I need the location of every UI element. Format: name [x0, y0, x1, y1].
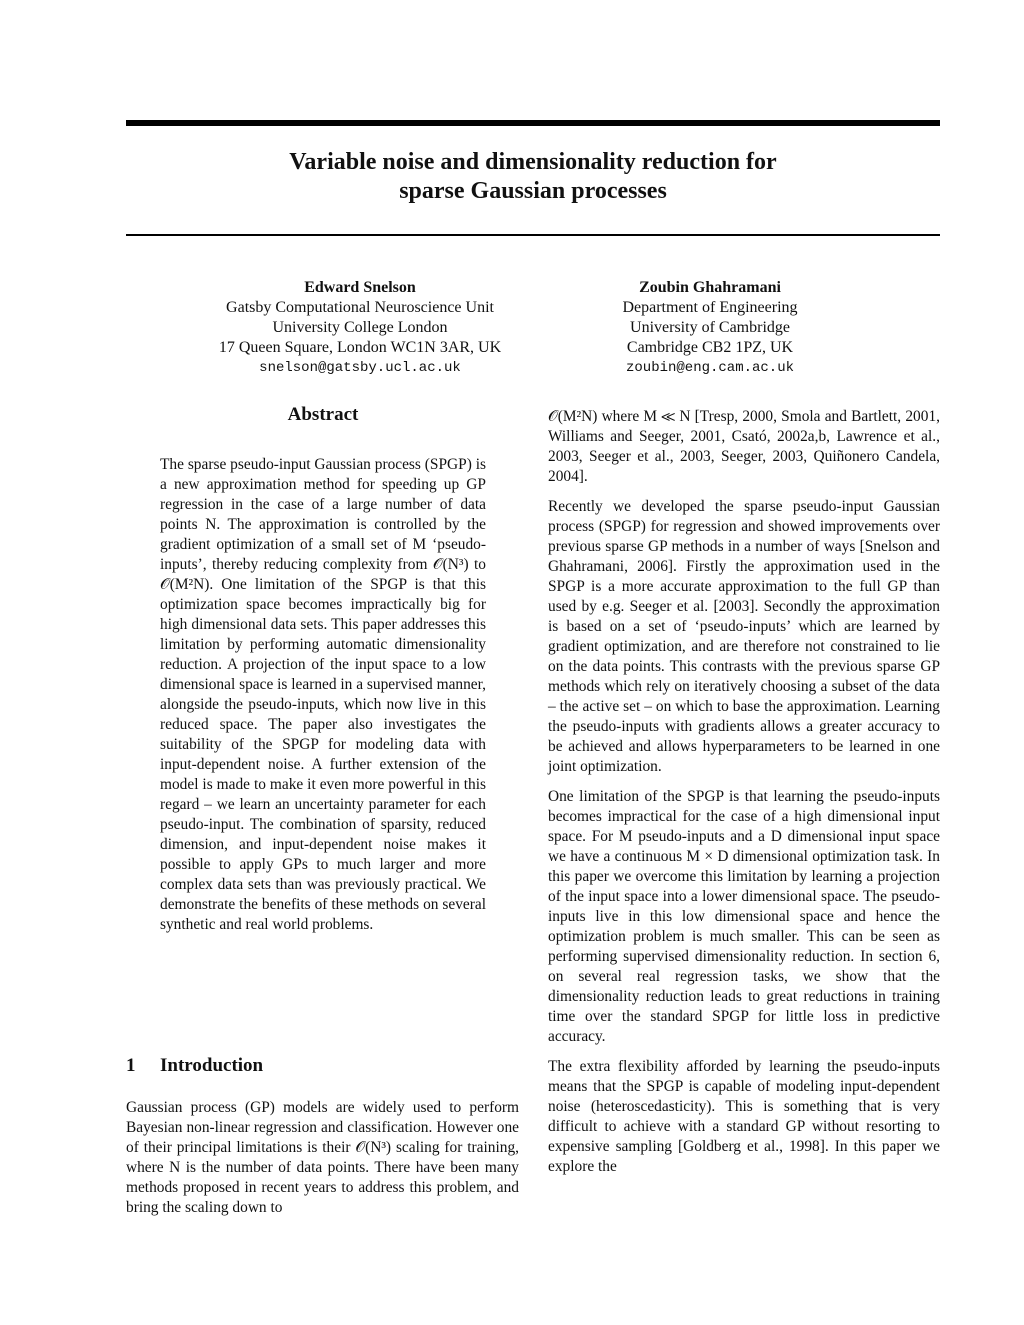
- title-rule: [126, 234, 940, 236]
- title-line-1: Variable noise and dimensionality reduction for: [289, 149, 777, 175]
- author-email: zoubin@eng.cam.ac.uk: [625, 360, 795, 376]
- paper-title: [126, 148, 940, 206]
- author-affiliation-line: Gatsby Computational Neuroscience Unit: [226, 299, 494, 316]
- body-paragraph: One limitation of the SPGP is that learning the pseudo-inputs becomes impractical for the case of a high dimensional input space. For M pseudo-inputs and a D dimensional input space we have a continuous M × D dimensional optimization task. In this paper we overcome this limitation by learning a projection of the input space into a lower dimensional space. The pseudo-inputs live in this low dimensional space and hence the optimization problem is much smaller. This can be seen as performing supervised dimensionality reduction. In section 6, on several real regression tasks, we show that the dimensionality reduction leads to great reductions in training time over the standard SPGP for little loss in predictive accuracy.: [548, 788, 940, 1045]
- author-affiliation-line: 17 Queen Square, London WC1N 3AR, UK: [218, 339, 502, 356]
- right-column: [548, 407, 940, 1187]
- body-paragraph: The extra flexibility afforded by learning the pseudo-inputs means that the SPGP is capable of modeling input-dependent noise (heteroscedasticity). This is something that is very difficult to achieve with a standard GP without resorting to expensive sampling [Goldberg et al., 1998]. In this paper we explore the: [548, 1058, 940, 1175]
- abstract-text: The sparse pseudo-input Gaussian process (SPGP) is a new approximation method for speeding up GP regression in the case of a large number of data points N. The approximation is controlled by the gradient optimization of a small set of M ‘pseudo-inputs’, thereby reducing complexity from 𝒪(N³) to 𝒪(M²N). One limitation of the SPGP is that this optimization space becomes impractically big for high dimensional data sets. This paper addresses this limitation by performing automatic dimensionality reduction. A projection of the input space to a low dimensional space is learned in a supervised manner, alongside the pseudo-inputs, which now live in this reduced space. The paper also investigates the suitability of the SPGP for modeling data with input-dependent noise. A further extension of the model is made to make it even more powerful in this regard – we learn an uncertainty parameter for each pseudo-input. The combination of sparsity, reduced dimension, and input-dependent noise makes it possible to apply GPs to much larger and more complex data sets than was previously practical. We demonstrate the benefits of these methods on several synthetic and real world problems.: [160, 456, 486, 933]
- body-paragraph: 𝒪(M²N) where M ≪ N [Tresp, 2000, Smola and Bartlett, 2001, Williams and Seeger, 2001, Csató, 2002a,b, Lawrence et al., 2003, Seeger et al., 2003, Seeger, 2003, Quiñonero Candela, 2004].: [548, 408, 940, 485]
- author-affiliation-line: University College London: [272, 319, 448, 336]
- section-number: 1: [126, 1055, 136, 1076]
- author-block-2: [500, 278, 920, 378]
- intro-paragraph-left: Gaussian process (GP) models are widely used to perform Bayesian non-linear regression and classification. However one of their principal limitations is their 𝒪(N³) scaling for training, where N is the number of data points. There have been many methods proposed in recent years to address this problem, and bring the scaling down to: [126, 1099, 519, 1216]
- author-affiliation-line: Department of Engineering: [622, 299, 798, 316]
- author-affiliation-line: University of Cambridge: [630, 319, 790, 336]
- author-name: Zoubin Ghahramani: [639, 279, 781, 296]
- section-heading: [126, 1055, 520, 1077]
- abstract-heading: Abstract: [287, 404, 359, 425]
- title-line-2: sparse Gaussian processes: [399, 178, 667, 204]
- body-paragraph: Recently we developed the sparse pseudo-input Gaussian process (SPGP) for regression and showed improvements over previous sparse GP methods in a number of ways [Snelson and Ghahramani, 2006]. Firstly the approximation used in the SPGP is a more accurate approximation to the full GP than used by e.g. Seeger et al. [2003]. Secondly the approximation is based on a set of ‘pseudo-inputs’ which are learned by gradient optimization, and are therefore not constrained to lie on the data points. This contrasts with the previous sparse GP methods which rely on iteratively choosing a subset of the data – the active set – on which to base the approximation. Learning the pseudo-inputs with gradients allows a greater accuracy to be achieved and allows hyperparameters to be learned in one joint optimization.: [548, 498, 940, 775]
- section-title: Introduction: [160, 1055, 264, 1076]
- top-rule: [126, 120, 940, 126]
- author-email: snelson@gatsby.ucl.ac.uk: [259, 360, 461, 376]
- author-name: Edward Snelson: [304, 279, 416, 296]
- author-affiliation-line: Cambridge CB2 1PZ, UK: [626, 339, 794, 356]
